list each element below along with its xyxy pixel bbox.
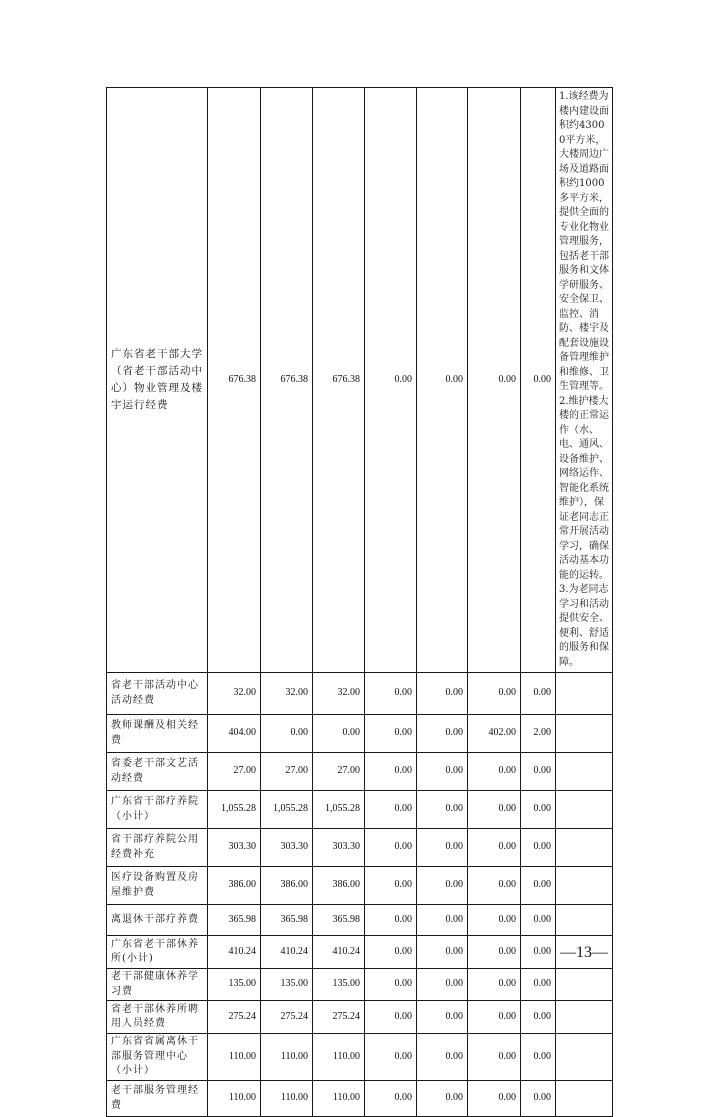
amount-cell: 0.00 (365, 715, 417, 753)
remark-cell (556, 1001, 613, 1034)
amount-cell: 386.00 (313, 867, 365, 905)
remark-cell (556, 673, 613, 715)
remark-cell (556, 1081, 613, 1117)
amount-cell: 0.00 (468, 867, 521, 905)
amount-cell: 0.00 (365, 791, 417, 829)
table-row (107, 1001, 613, 1034)
amount-cell: 0.00 (468, 829, 521, 867)
budget-table (106, 87, 613, 1117)
amount-cell: 0.00 (521, 936, 556, 969)
table-row (107, 715, 613, 753)
amount-cell: 27.00 (208, 753, 261, 791)
amount-cell: 676.38 (313, 88, 365, 673)
remark-cell (556, 715, 613, 753)
amount-cell: 0.00 (417, 867, 468, 905)
amount-cell: 135.00 (208, 969, 261, 1001)
remark-cell (556, 905, 613, 936)
item-name-cell: 老干部服务管理经费 (107, 1081, 208, 1117)
amount-cell: 0.00 (468, 905, 521, 936)
table-row (107, 1081, 613, 1117)
item-name-cell: 广东省干部疗养院（小计） (107, 791, 208, 829)
table-body (107, 88, 613, 1117)
amount-cell: 27.00 (313, 753, 365, 791)
amount-cell: 0.00 (468, 1034, 521, 1081)
item-name-cell: 省委老干部文艺活动经费 (107, 753, 208, 791)
table-row (107, 673, 613, 715)
amount-cell: 0.00 (365, 936, 417, 969)
amount-cell: 0.00 (417, 88, 468, 673)
amount-cell: 0.00 (521, 867, 556, 905)
table-row (107, 791, 613, 829)
amount-cell: 0.00 (417, 829, 468, 867)
remark-cell (556, 829, 613, 867)
item-name-cell: 医疗设备购置及房屋维护费 (107, 867, 208, 905)
table-row (107, 88, 613, 673)
amount-cell: 0.00 (365, 673, 417, 715)
amount-cell: 410.24 (313, 936, 365, 969)
amount-cell: 0.00 (417, 936, 468, 969)
amount-cell: 0.00 (365, 969, 417, 1001)
amount-cell: 303.30 (313, 829, 365, 867)
amount-cell: 0.00 (417, 791, 468, 829)
item-name-cell: 广东省老干部大学（省老干部活动中心）物业管理及楼宇运行经费 (107, 88, 208, 673)
amount-cell: 32.00 (261, 673, 313, 715)
amount-cell: 0.00 (313, 715, 365, 753)
amount-cell: 1,055.28 (261, 791, 313, 829)
amount-cell: 0.00 (417, 1001, 468, 1034)
amount-cell: 27.00 (261, 753, 313, 791)
amount-cell: 0.00 (261, 715, 313, 753)
amount-cell: 32.00 (208, 673, 261, 715)
item-name-cell: 省老干部休养所聘用人员经费 (107, 1001, 208, 1034)
amount-cell: 0.00 (365, 753, 417, 791)
amount-cell: 0.00 (468, 791, 521, 829)
amount-cell: 0.00 (417, 753, 468, 791)
amount-cell: 0.00 (468, 1001, 521, 1034)
item-name-cell: 离退休干部疗养费 (107, 905, 208, 936)
amount-cell: 410.24 (208, 936, 261, 969)
page-number: —13— (560, 944, 608, 961)
amount-cell: 410.24 (261, 936, 313, 969)
amount-cell: 0.00 (521, 829, 556, 867)
table-row (107, 867, 613, 905)
table-row (107, 753, 613, 791)
remark-cell: 1.该经费为楼内建设面积约43000平方米，大楼周边广场及道路面积约1000多平方米，提供全面的专业化物业管理服务，包括老干部服务和文体学研服务、安全保卫、监控、消防、楼宇及配套设施设备管理维护和维修、卫生管理等。2.维护楼大楼的正常运作（水、电、通风、设备维护、网络运作、智能化系统维护），保证老同志正常开展活动学习，确保活动基本功能的运转。3.为老同志学习和活动提供安全、便利、舒适的服务和保障。 (556, 88, 613, 673)
item-name-cell: 省干部疗养院公用经费补充 (107, 829, 208, 867)
amount-cell: 0.00 (417, 715, 468, 753)
amount-cell: 0.00 (521, 969, 556, 1001)
item-name-cell: 教师课酬及相关经费 (107, 715, 208, 753)
amount-cell: 402.00 (468, 715, 521, 753)
amount-cell: 110.00 (208, 1081, 261, 1117)
amount-cell: 0.00 (365, 905, 417, 936)
amount-cell: 0.00 (365, 1081, 417, 1117)
amount-cell: 0.00 (365, 1034, 417, 1081)
amount-cell: 365.98 (313, 905, 365, 936)
item-name-cell: 广东省省属离休干部服务管理中心（小计） (107, 1034, 208, 1081)
amount-cell: 386.00 (208, 867, 261, 905)
amount-cell: 0.00 (417, 969, 468, 1001)
amount-cell: 275.24 (261, 1001, 313, 1034)
amount-cell: 0.00 (468, 969, 521, 1001)
amount-cell: 0.00 (521, 905, 556, 936)
amount-cell: 0.00 (521, 1081, 556, 1117)
amount-cell: 1,055.28 (208, 791, 261, 829)
table-row (107, 829, 613, 867)
table-row (107, 1034, 613, 1081)
amount-cell: 676.38 (261, 88, 313, 673)
amount-cell: 135.00 (313, 969, 365, 1001)
amount-cell: 110.00 (313, 1034, 365, 1081)
amount-cell: 0.00 (468, 88, 521, 673)
amount-cell: 0.00 (521, 753, 556, 791)
amount-cell: 0.00 (521, 673, 556, 715)
amount-cell: 303.30 (208, 829, 261, 867)
amount-cell: 0.00 (417, 1034, 468, 1081)
table-row (107, 936, 613, 969)
amount-cell: 0.00 (468, 1081, 521, 1117)
amount-cell: 0.00 (417, 1081, 468, 1117)
amount-cell: 0.00 (521, 1001, 556, 1034)
amount-cell: 275.24 (313, 1001, 365, 1034)
amount-cell: 404.00 (208, 715, 261, 753)
amount-cell: 2.00 (521, 715, 556, 753)
amount-cell: 303.30 (261, 829, 313, 867)
amount-cell: 0.00 (521, 791, 556, 829)
amount-cell: 365.98 (208, 905, 261, 936)
remark-cell (556, 791, 613, 829)
item-name-cell: 老干部健康休养学习费 (107, 969, 208, 1001)
amount-cell: 0.00 (365, 1001, 417, 1034)
amount-cell: 365.98 (261, 905, 313, 936)
amount-cell: 110.00 (261, 1081, 313, 1117)
amount-cell: 0.00 (468, 753, 521, 791)
item-name-cell: 广东省老干部休养所(小计) (107, 936, 208, 969)
table-row (107, 905, 613, 936)
amount-cell: 1,055.28 (313, 791, 365, 829)
amount-cell: 0.00 (468, 936, 521, 969)
table-row (107, 969, 613, 1001)
remark-cell (556, 867, 613, 905)
amount-cell: 676.38 (208, 88, 261, 673)
amount-cell: 135.00 (261, 969, 313, 1001)
amount-cell: 110.00 (208, 1034, 261, 1081)
remark-cell (556, 969, 613, 1001)
amount-cell: 0.00 (365, 829, 417, 867)
amount-cell: 0.00 (521, 1034, 556, 1081)
amount-cell: 275.24 (208, 1001, 261, 1034)
amount-cell: 0.00 (365, 867, 417, 905)
amount-cell: 32.00 (313, 673, 365, 715)
item-name-cell: 省老干部活动中心活动经费 (107, 673, 208, 715)
amount-cell: 0.00 (468, 673, 521, 715)
amount-cell: 0.00 (365, 88, 417, 673)
amount-cell: 110.00 (313, 1081, 365, 1117)
amount-cell: 110.00 (261, 1034, 313, 1081)
amount-cell: 386.00 (261, 867, 313, 905)
remark-cell (556, 1034, 613, 1081)
remark-cell (556, 753, 613, 791)
amount-cell: 0.00 (417, 673, 468, 715)
amount-cell: 0.00 (417, 905, 468, 936)
amount-cell: 0.00 (521, 88, 556, 673)
